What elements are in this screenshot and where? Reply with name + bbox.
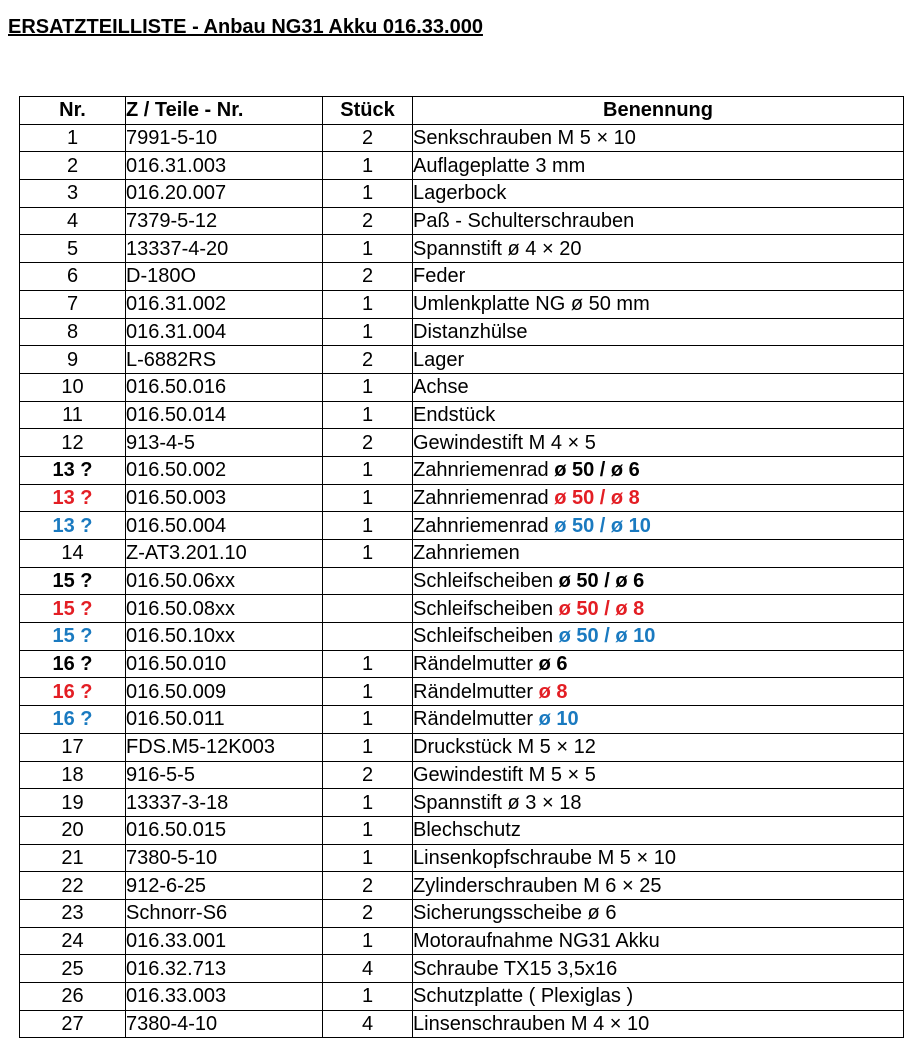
- cell-quantity: 1: [323, 512, 413, 540]
- table-body: [20, 124, 904, 1038]
- cell-nr: 9: [20, 346, 126, 374]
- cell-nr: 22: [20, 872, 126, 900]
- description-text: Zylinderschrauben M 6 × 25: [413, 874, 662, 897]
- description-text: Feder: [413, 265, 466, 288]
- cell-description: [413, 816, 904, 844]
- description-text: Lagerbock: [413, 182, 507, 205]
- cell-quantity: 1: [323, 290, 413, 318]
- cell-description: [413, 899, 904, 927]
- cell-description: [413, 401, 904, 429]
- cell-nr: 21: [20, 844, 126, 872]
- cell-part-number: 016.50.010: [126, 650, 323, 678]
- table-row: [20, 844, 904, 872]
- cell-nr: 27: [20, 1010, 126, 1038]
- cell-nr: 19: [20, 789, 126, 817]
- header-description: Benennung: [413, 97, 904, 125]
- description-text: Lager: [413, 348, 465, 371]
- cell-description: [413, 290, 904, 318]
- table-row: [20, 429, 904, 457]
- cell-quantity: 1: [323, 318, 413, 346]
- cell-part-number: Schnorr-S6: [126, 899, 323, 927]
- table-row: [20, 124, 904, 152]
- cell-nr: 23: [20, 899, 126, 927]
- cell-nr: 25: [20, 955, 126, 983]
- description-text: Sicherungsscheibe ø 6: [413, 902, 617, 925]
- cell-quantity: 1: [323, 733, 413, 761]
- table-row: [20, 290, 904, 318]
- cell-part-number: 016.50.002: [126, 456, 323, 484]
- table-row: [20, 706, 904, 734]
- table-row: [20, 373, 904, 401]
- cell-description: [413, 733, 904, 761]
- header-part-number: Z / Teile - Nr.: [126, 97, 323, 125]
- cell-description: [413, 706, 904, 734]
- description-spec: ø 50 / ø 6: [558, 570, 645, 593]
- cell-quantity: 1: [323, 844, 413, 872]
- cell-part-number: 016.50.003: [126, 484, 323, 512]
- cell-part-number: 016.31.002: [126, 290, 323, 318]
- table-row: [20, 955, 904, 983]
- description-text: Zahnriemenrad: [413, 514, 555, 537]
- description-text: Linsenkopfschraube M 5 × 10: [413, 846, 676, 869]
- cell-description: [413, 567, 904, 595]
- cell-description: [413, 180, 904, 208]
- cell-description: [413, 456, 904, 484]
- table-row: [20, 678, 904, 706]
- cell-quantity: 2: [323, 207, 413, 235]
- table-row: [20, 346, 904, 374]
- cell-nr: 13 ?: [20, 512, 126, 540]
- cell-quantity: 1: [323, 678, 413, 706]
- description-text: Rändelmutter: [413, 708, 539, 731]
- cell-description: [413, 263, 904, 291]
- cell-description: [413, 235, 904, 263]
- cell-description: [413, 761, 904, 789]
- cell-part-number: 7380-4-10: [126, 1010, 323, 1038]
- cell-nr: 24: [20, 927, 126, 955]
- description-text: Endstück: [413, 403, 496, 426]
- cell-part-number: 913-4-5: [126, 429, 323, 457]
- cell-quantity: 4: [323, 1010, 413, 1038]
- cell-part-number: 016.50.10xx: [126, 623, 323, 651]
- cell-nr: 13 ?: [20, 484, 126, 512]
- cell-part-number: 13337-3-18: [126, 789, 323, 817]
- cell-nr: 20: [20, 816, 126, 844]
- cell-quantity: 2: [323, 872, 413, 900]
- cell-description: [413, 955, 904, 983]
- cell-description: [413, 346, 904, 374]
- cell-quantity: 1: [323, 983, 413, 1011]
- description-text: Achse: [413, 376, 469, 399]
- cell-quantity: 1: [323, 373, 413, 401]
- description-spec: ø 50 / ø 10: [554, 514, 651, 537]
- cell-description: [413, 789, 904, 817]
- cell-description: [413, 595, 904, 623]
- cell-part-number: 7379-5-12: [126, 207, 323, 235]
- cell-part-number: 016.33.003: [126, 983, 323, 1011]
- document-title: ERSATZTEILLISTE - Anbau NG31 Akku 016.33.000: [8, 16, 483, 38]
- cell-nr: 11: [20, 401, 126, 429]
- table-header-row: [20, 97, 904, 125]
- cell-part-number: 016.32.713: [126, 955, 323, 983]
- cell-part-number: 7991-5-10: [126, 124, 323, 152]
- table-row: [20, 456, 904, 484]
- table-row: [20, 401, 904, 429]
- table-row: [20, 318, 904, 346]
- description-text: Zahnriemenrad: [413, 486, 555, 509]
- cell-quantity: 2: [323, 761, 413, 789]
- cell-quantity: 2: [323, 346, 413, 374]
- table-row: [20, 1010, 904, 1038]
- cell-nr: 14: [20, 540, 126, 568]
- table-row: [20, 872, 904, 900]
- description-text: Zahnriemenrad: [413, 459, 555, 482]
- cell-nr: 7: [20, 290, 126, 318]
- cell-part-number: 016.50.08xx: [126, 595, 323, 623]
- cell-quantity: 4: [323, 955, 413, 983]
- table-row: [20, 152, 904, 180]
- cell-description: [413, 318, 904, 346]
- cell-nr: 18: [20, 761, 126, 789]
- table-row: [20, 899, 904, 927]
- table-row: [20, 207, 904, 235]
- cell-description: [413, 844, 904, 872]
- description-text: Spannstift ø 3 × 18: [413, 791, 582, 814]
- description-text: Schleifscheiben: [413, 625, 559, 648]
- table-row: [20, 650, 904, 678]
- description-text: Rändelmutter: [413, 653, 539, 676]
- cell-quantity: 1: [323, 816, 413, 844]
- table-row: [20, 512, 904, 540]
- cell-part-number: 016.50.004: [126, 512, 323, 540]
- description-text: Schleifscheiben: [413, 597, 559, 620]
- table-row: [20, 595, 904, 623]
- cell-part-number: Z-AT3.201.10: [126, 540, 323, 568]
- cell-quantity: 1: [323, 789, 413, 817]
- description-text: Schraube TX15 3,5x16: [413, 957, 618, 980]
- cell-part-number: 016.20.007: [126, 180, 323, 208]
- table-row: [20, 927, 904, 955]
- description-text: Senkschrauben M 5 × 10: [413, 127, 636, 150]
- cell-nr: 16 ?: [20, 678, 126, 706]
- cell-nr: 16 ?: [20, 706, 126, 734]
- cell-nr: 26: [20, 983, 126, 1011]
- cell-description: [413, 429, 904, 457]
- cell-part-number: 016.50.011: [126, 706, 323, 734]
- cell-description: [413, 927, 904, 955]
- cell-nr: 15 ?: [20, 595, 126, 623]
- description-text: Auflageplatte 3 mm: [413, 154, 586, 177]
- description-text: Distanzhülse: [413, 320, 528, 343]
- cell-quantity: 1: [323, 650, 413, 678]
- description-spec: ø 6: [538, 653, 568, 676]
- cell-quantity: 1: [323, 484, 413, 512]
- description-spec: ø 50 / ø 6: [554, 459, 640, 482]
- cell-nr: 13 ?: [20, 456, 126, 484]
- cell-description: [413, 650, 904, 678]
- cell-description: [413, 540, 904, 568]
- cell-quantity: 2: [323, 263, 413, 291]
- table-row: [20, 235, 904, 263]
- cell-quantity: 2: [323, 899, 413, 927]
- cell-part-number: 13337-4-20: [126, 235, 323, 263]
- cell-nr: 15 ?: [20, 623, 126, 651]
- cell-nr: 8: [20, 318, 126, 346]
- cell-quantity: 1: [323, 235, 413, 263]
- table-row: [20, 733, 904, 761]
- cell-nr: 6: [20, 263, 126, 291]
- description-text: Motoraufnahme NG31 Akku: [413, 929, 660, 952]
- description-text: Paß - Schulterschrauben: [413, 210, 635, 233]
- table-row: [20, 816, 904, 844]
- description-text: Schleifscheiben: [413, 570, 559, 593]
- cell-part-number: 016.50.016: [126, 373, 323, 401]
- description-spec: ø 50 / ø 10: [558, 625, 656, 648]
- cell-nr: 10: [20, 373, 126, 401]
- cell-nr: 1: [20, 124, 126, 152]
- table-row: [20, 540, 904, 568]
- table-row: [20, 180, 904, 208]
- description-text: Blechschutz: [413, 819, 521, 842]
- table-row: [20, 484, 904, 512]
- description-text: Linsenschrauben M 4 × 10: [413, 1013, 650, 1036]
- cell-part-number: D-180O: [126, 263, 323, 291]
- cell-nr: 3: [20, 180, 126, 208]
- cell-nr: 15 ?: [20, 567, 126, 595]
- cell-part-number: 912-6-25: [126, 872, 323, 900]
- cell-description: [413, 1010, 904, 1038]
- header-quantity: Stück: [323, 97, 413, 125]
- cell-part-number: 016.50.014: [126, 401, 323, 429]
- description-text: Rändelmutter: [413, 680, 539, 703]
- cell-nr: 12: [20, 429, 126, 457]
- cell-description: [413, 678, 904, 706]
- cell-quantity: 1: [323, 540, 413, 568]
- cell-part-number: 7380-5-10: [126, 844, 323, 872]
- cell-nr: 17: [20, 733, 126, 761]
- table-row: [20, 623, 904, 651]
- description-text: Schutzplatte ( Plexiglas ): [413, 985, 634, 1008]
- cell-quantity: 1: [323, 180, 413, 208]
- description-spec: ø 10: [538, 708, 579, 731]
- description-text: Druckstück M 5 × 12: [413, 736, 596, 759]
- cell-description: [413, 373, 904, 401]
- description-text: Zahnriemen: [413, 542, 520, 565]
- cell-quantity: 2: [323, 124, 413, 152]
- table-row: [20, 567, 904, 595]
- cell-description: [413, 872, 904, 900]
- description-text: Spannstift ø 4 × 20: [413, 237, 582, 260]
- cell-part-number: L-6882RS: [126, 346, 323, 374]
- cell-part-number: 016.50.009: [126, 678, 323, 706]
- cell-quantity: [323, 623, 413, 651]
- cell-nr: 2: [20, 152, 126, 180]
- cell-description: [413, 152, 904, 180]
- cell-description: [413, 207, 904, 235]
- cell-description: [413, 484, 904, 512]
- cell-description: [413, 512, 904, 540]
- cell-quantity: [323, 567, 413, 595]
- table-row: [20, 263, 904, 291]
- cell-part-number: 016.50.015: [126, 816, 323, 844]
- cell-quantity: 2: [323, 429, 413, 457]
- description-text: Gewindestift M 5 × 5: [413, 763, 596, 786]
- cell-nr: 5: [20, 235, 126, 263]
- cell-quantity: 1: [323, 152, 413, 180]
- description-spec: ø 50 / ø 8: [554, 486, 640, 509]
- cell-part-number: 016.50.06xx: [126, 567, 323, 595]
- cell-nr: 16 ?: [20, 650, 126, 678]
- cell-nr: 4: [20, 207, 126, 235]
- description-spec: ø 50 / ø 8: [558, 597, 645, 620]
- table-row: [20, 761, 904, 789]
- cell-description: [413, 983, 904, 1011]
- cell-quantity: [323, 595, 413, 623]
- cell-quantity: 1: [323, 927, 413, 955]
- cell-part-number: 016.31.004: [126, 318, 323, 346]
- parts-table: [19, 96, 904, 1038]
- table-row: [20, 983, 904, 1011]
- cell-part-number: 916-5-5: [126, 761, 323, 789]
- cell-part-number: FDS.M5-12K003: [126, 733, 323, 761]
- cell-quantity: 1: [323, 706, 413, 734]
- cell-quantity: 1: [323, 401, 413, 429]
- description-text: Gewindestift M 4 × 5: [413, 431, 596, 454]
- table-row: [20, 789, 904, 817]
- cell-description: [413, 124, 904, 152]
- cell-quantity: 1: [323, 456, 413, 484]
- description-text: Umlenkplatte NG ø 50 mm: [413, 293, 650, 316]
- cell-part-number: 016.33.001: [126, 927, 323, 955]
- cell-description: [413, 623, 904, 651]
- header-nr: Nr.: [20, 97, 126, 125]
- cell-part-number: 016.31.003: [126, 152, 323, 180]
- description-spec: ø 8: [538, 680, 568, 703]
